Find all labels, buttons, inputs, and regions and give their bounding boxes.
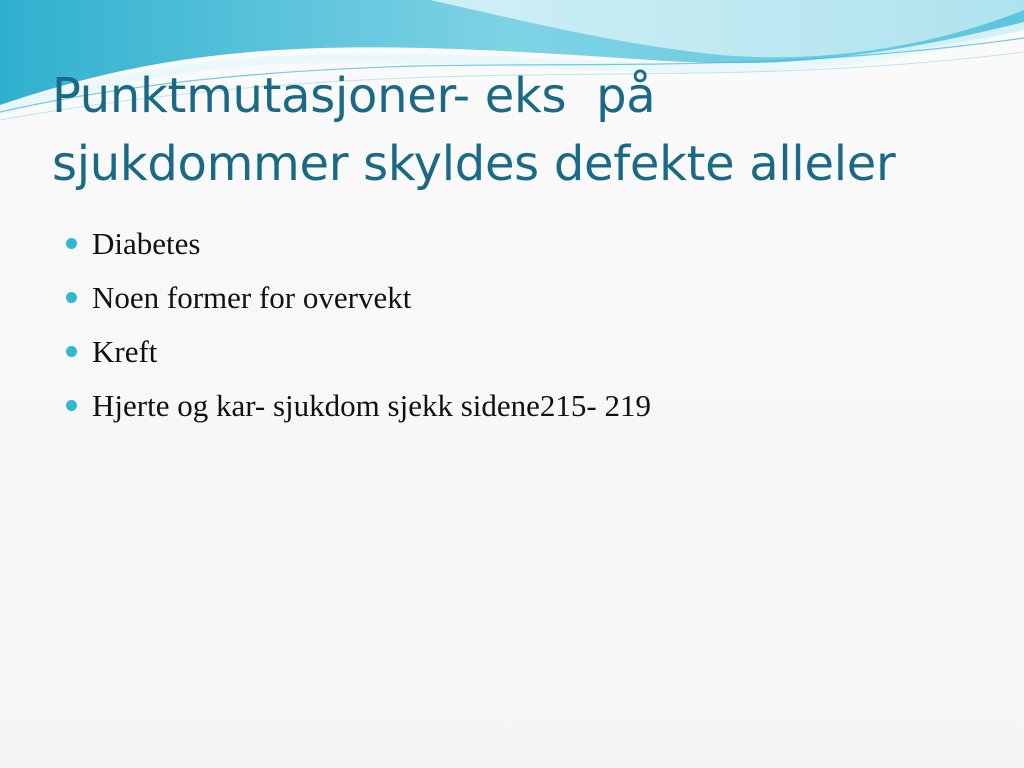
slide-title: [52, 62, 992, 198]
bullet-text: Kreft: [92, 334, 158, 369]
bullet-list: [64, 224, 651, 440]
bullet-dot-icon: [66, 292, 77, 303]
bullet-item-heart-disease: [64, 386, 651, 440]
bullet-text: Diabetes: [92, 226, 201, 261]
slide-title-line-1: Punktmutasjoner- eks på: [52, 68, 656, 124]
bullet-dot-icon: [66, 400, 77, 411]
bullet-text: Hjerte og kar- sjukdom sjekk sidene215- 219: [92, 388, 651, 423]
bullet-item-diabetes: [64, 224, 651, 278]
bullet-item-cancer: [64, 332, 651, 386]
bullet-item-overweight: [64, 278, 651, 332]
bullet-dot-icon: [66, 346, 77, 357]
bullet-text: Noen former for overvekt: [92, 280, 412, 315]
bullet-dot-icon: [66, 238, 77, 249]
slide-title-line-2: sjukdommer skyldes defekte alleler: [52, 136, 896, 192]
